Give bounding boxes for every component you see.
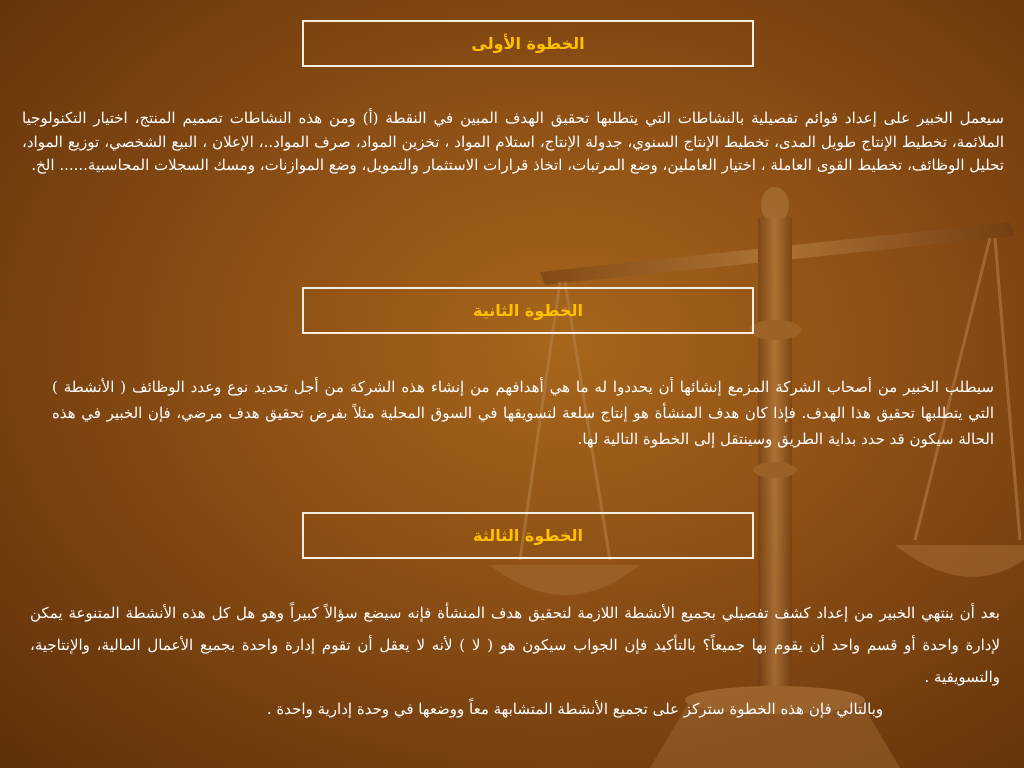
step-three-conclusion: وبالتالي فإن هذه الخطوة ستركز على تجميع الأنشطة المتشابهة معاً ووضعها في وحدة إدارية واحدة . bbox=[266, 700, 884, 718]
step-one-heading: الخطوة الأولى bbox=[471, 34, 585, 53]
step-one-paragraph: سيعمل الخبير على إعداد قوائم تفصيلية بالنشاطات التي يتطلبها تحقيق الهدف المبين في النقطة (أ) ومن هذه النشاطات تصميم المنتج، اختيار التكنولوجيا الملائمة، تخطيط الإنتاج طويل المدى، تخطيط الإنتاج السنوي، جدولة الإنتاج، استلام المواد ، تخزين المواد، صرف المواد..، الإعلان ، البيع الشخصي، توزيع المواد، تحليل الوظائف، تخطيط القوى العاملة ، اختيار العاملين، وضع المرتبات، اتخاذ قرارات الاستثمار والتمويل، وضع الموازنات، ومسك السجلات المحاسبية...... الخ. bbox=[22, 109, 1004, 174]
step-three-text bbox=[30, 597, 1000, 725]
step-three-heading-box bbox=[302, 512, 754, 559]
step-two-text bbox=[52, 374, 994, 452]
step-two-heading-box bbox=[302, 287, 754, 334]
step-three-paragraph: بعد أن ينتهي الخبير من إعداد كشف تفصيلي بجميع الأنشطة اللازمة لتحقيق هدف المنشأة فإنه سيضع سؤالاً كبيراً وهو هل كل هذه الأنشطة المتنوعة يمكن لإدارة واحدة أو قسم واحد أن يقوم بها جميعاً؟ بالتأكيد فإن الجواب سيكون هو ( لا ) لأنه لا يعقل أن تقوم إدارة واحدة بجميع الأعمال المالية، والإنتاجية، والتسويقية . bbox=[30, 604, 1000, 686]
step-one-text bbox=[22, 107, 1004, 178]
step-two-paragraph: سيطلب الخبير من أصحاب الشركة المزمع إنشائها أن يحددوا له ما هي أهدافهم من إنشاء هذه الشركة من أجل تحديد نوع وعدد الوظائف ( الأنشطة ) التي يتطلبها تحقيق هذا الهدف. فإذا كان هدف المنشأة هو إنتاج سلعة لتسويقها في السوق المحلية مثلاً بفرض تحقيق هدف مرضي، فإن الخبير في هذه الحالة سيكون قد حدد بداية الطريق وسينتقل إلى الخطوة التالية لها. bbox=[52, 378, 994, 448]
step-three-heading: الخطوة الثالثة bbox=[473, 526, 583, 545]
step-two-heading: الخطوة الثانية bbox=[473, 301, 583, 320]
step-one-heading-box bbox=[302, 20, 754, 67]
